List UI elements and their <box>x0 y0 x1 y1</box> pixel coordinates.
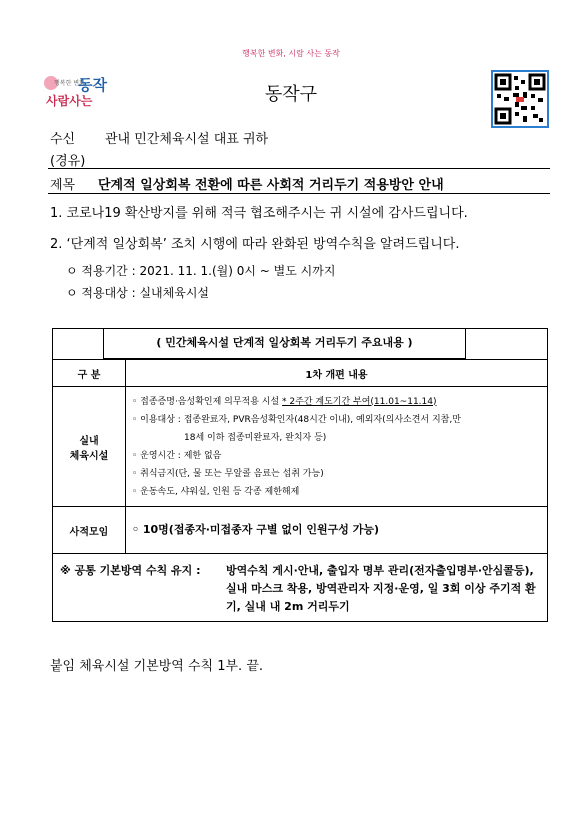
organization-name: 동작구 <box>264 84 318 105</box>
table-row <box>53 507 548 554</box>
list-item: ◦ 운영시간 : 제한 없음 <box>132 450 222 461</box>
private-gathering-content <box>126 507 548 554</box>
indoor-sports-content <box>126 387 548 507</box>
slogan: 행복한 변화, 시람 사는 동작 <box>242 49 340 58</box>
list-item: ◦ 이용대상 : 접종완료자, PVR음성확인자(48시간 이내), 예외자(의사소견서 지참,만 <box>132 414 461 425</box>
list-item: 18세 이하 접종미완료자, 완치자 등) <box>184 432 327 443</box>
category-indoor-sports: 실내 체육시설 <box>53 387 126 507</box>
list-item: ◦ 취식금지(단, 물 또는 무알콜 음료는 섭취 가능) <box>132 468 324 479</box>
recipient-label: 수신 <box>50 132 76 147</box>
qr-code-icon <box>491 70 549 128</box>
list-item: ◦ 접종증명·음성확인제 의무적용 시설 * 2주간 계도기간 부여(11.01~11.14) <box>132 396 437 407</box>
via-label: (경유) <box>50 154 86 169</box>
recipient-value: 관내 민간체육시설 대표 귀하 <box>105 132 269 147</box>
subject-value: 단계적 일상회복 전환에 따른 사회적 거리두기 적용방안 안내 <box>98 178 444 193</box>
bullet-period: ㅇ 적용기간 : 2021. 11. 1.(월) 0시 ~ 별도 시까지 <box>66 264 336 278</box>
body-paragraph-1: 1. 코로나19 확산방지를 위해 적극 협조해주시는 귀 시설에 감사드립니다. <box>50 206 468 221</box>
list-item: ◦ 운동속도, 샤워실, 인원 등 각종 제한해제 <box>132 486 300 497</box>
guidelines-table <box>52 359 548 554</box>
logo-text-people: 사람사는 <box>46 94 93 108</box>
guidelines-title: ( 민간체육시설 단계적 일상회복 거리두기 주요내용 ) <box>103 328 466 359</box>
table-header-row <box>53 360 548 387</box>
body-paragraph-2: 2. ‘단계적 일상회복’ 조치 시행에 따라 완화된 방역수칙을 알려드립니다. <box>50 237 460 252</box>
bullet-target: ㅇ 적용대상 : 실내체육시설 <box>66 286 209 300</box>
note-label: ※ 공통 기본방역 수칙 유지 : <box>60 564 201 577</box>
divider-top <box>48 168 550 169</box>
header-category: 구 분 <box>53 360 126 387</box>
category-private-gathering: 사적모임 <box>53 507 126 554</box>
grace-period-note: * 2주간 계도기간 부여(11.01~11.14) <box>282 396 437 407</box>
table-row <box>53 387 548 507</box>
list-item: ◦ 10명(접종자·미접종자 구별 없이 인원구성 가능) <box>132 523 379 536</box>
logo-text-dongjak: 동작 <box>78 76 107 94</box>
recipient-row <box>50 128 269 147</box>
subject-row <box>50 174 444 193</box>
header-content: 1차 개편 내용 <box>126 360 548 387</box>
note-text: 방역수칙 게시·안내, 출입자 명부 관리(전자출입명부·안심콜등), 실내 마스크 착용, 방역관리자 지정·운영, 일 3회 이상 주기적 환기, 실내 내 2m 거리두기 <box>226 564 536 613</box>
logo-text-small: 행복한 변화 <box>54 80 85 87</box>
divider-bottom <box>48 193 550 194</box>
subject-label: 제목 <box>50 178 76 193</box>
attachment-line: 붙임 체육시설 기본방역 수칙 1부. 끝. <box>50 659 264 674</box>
